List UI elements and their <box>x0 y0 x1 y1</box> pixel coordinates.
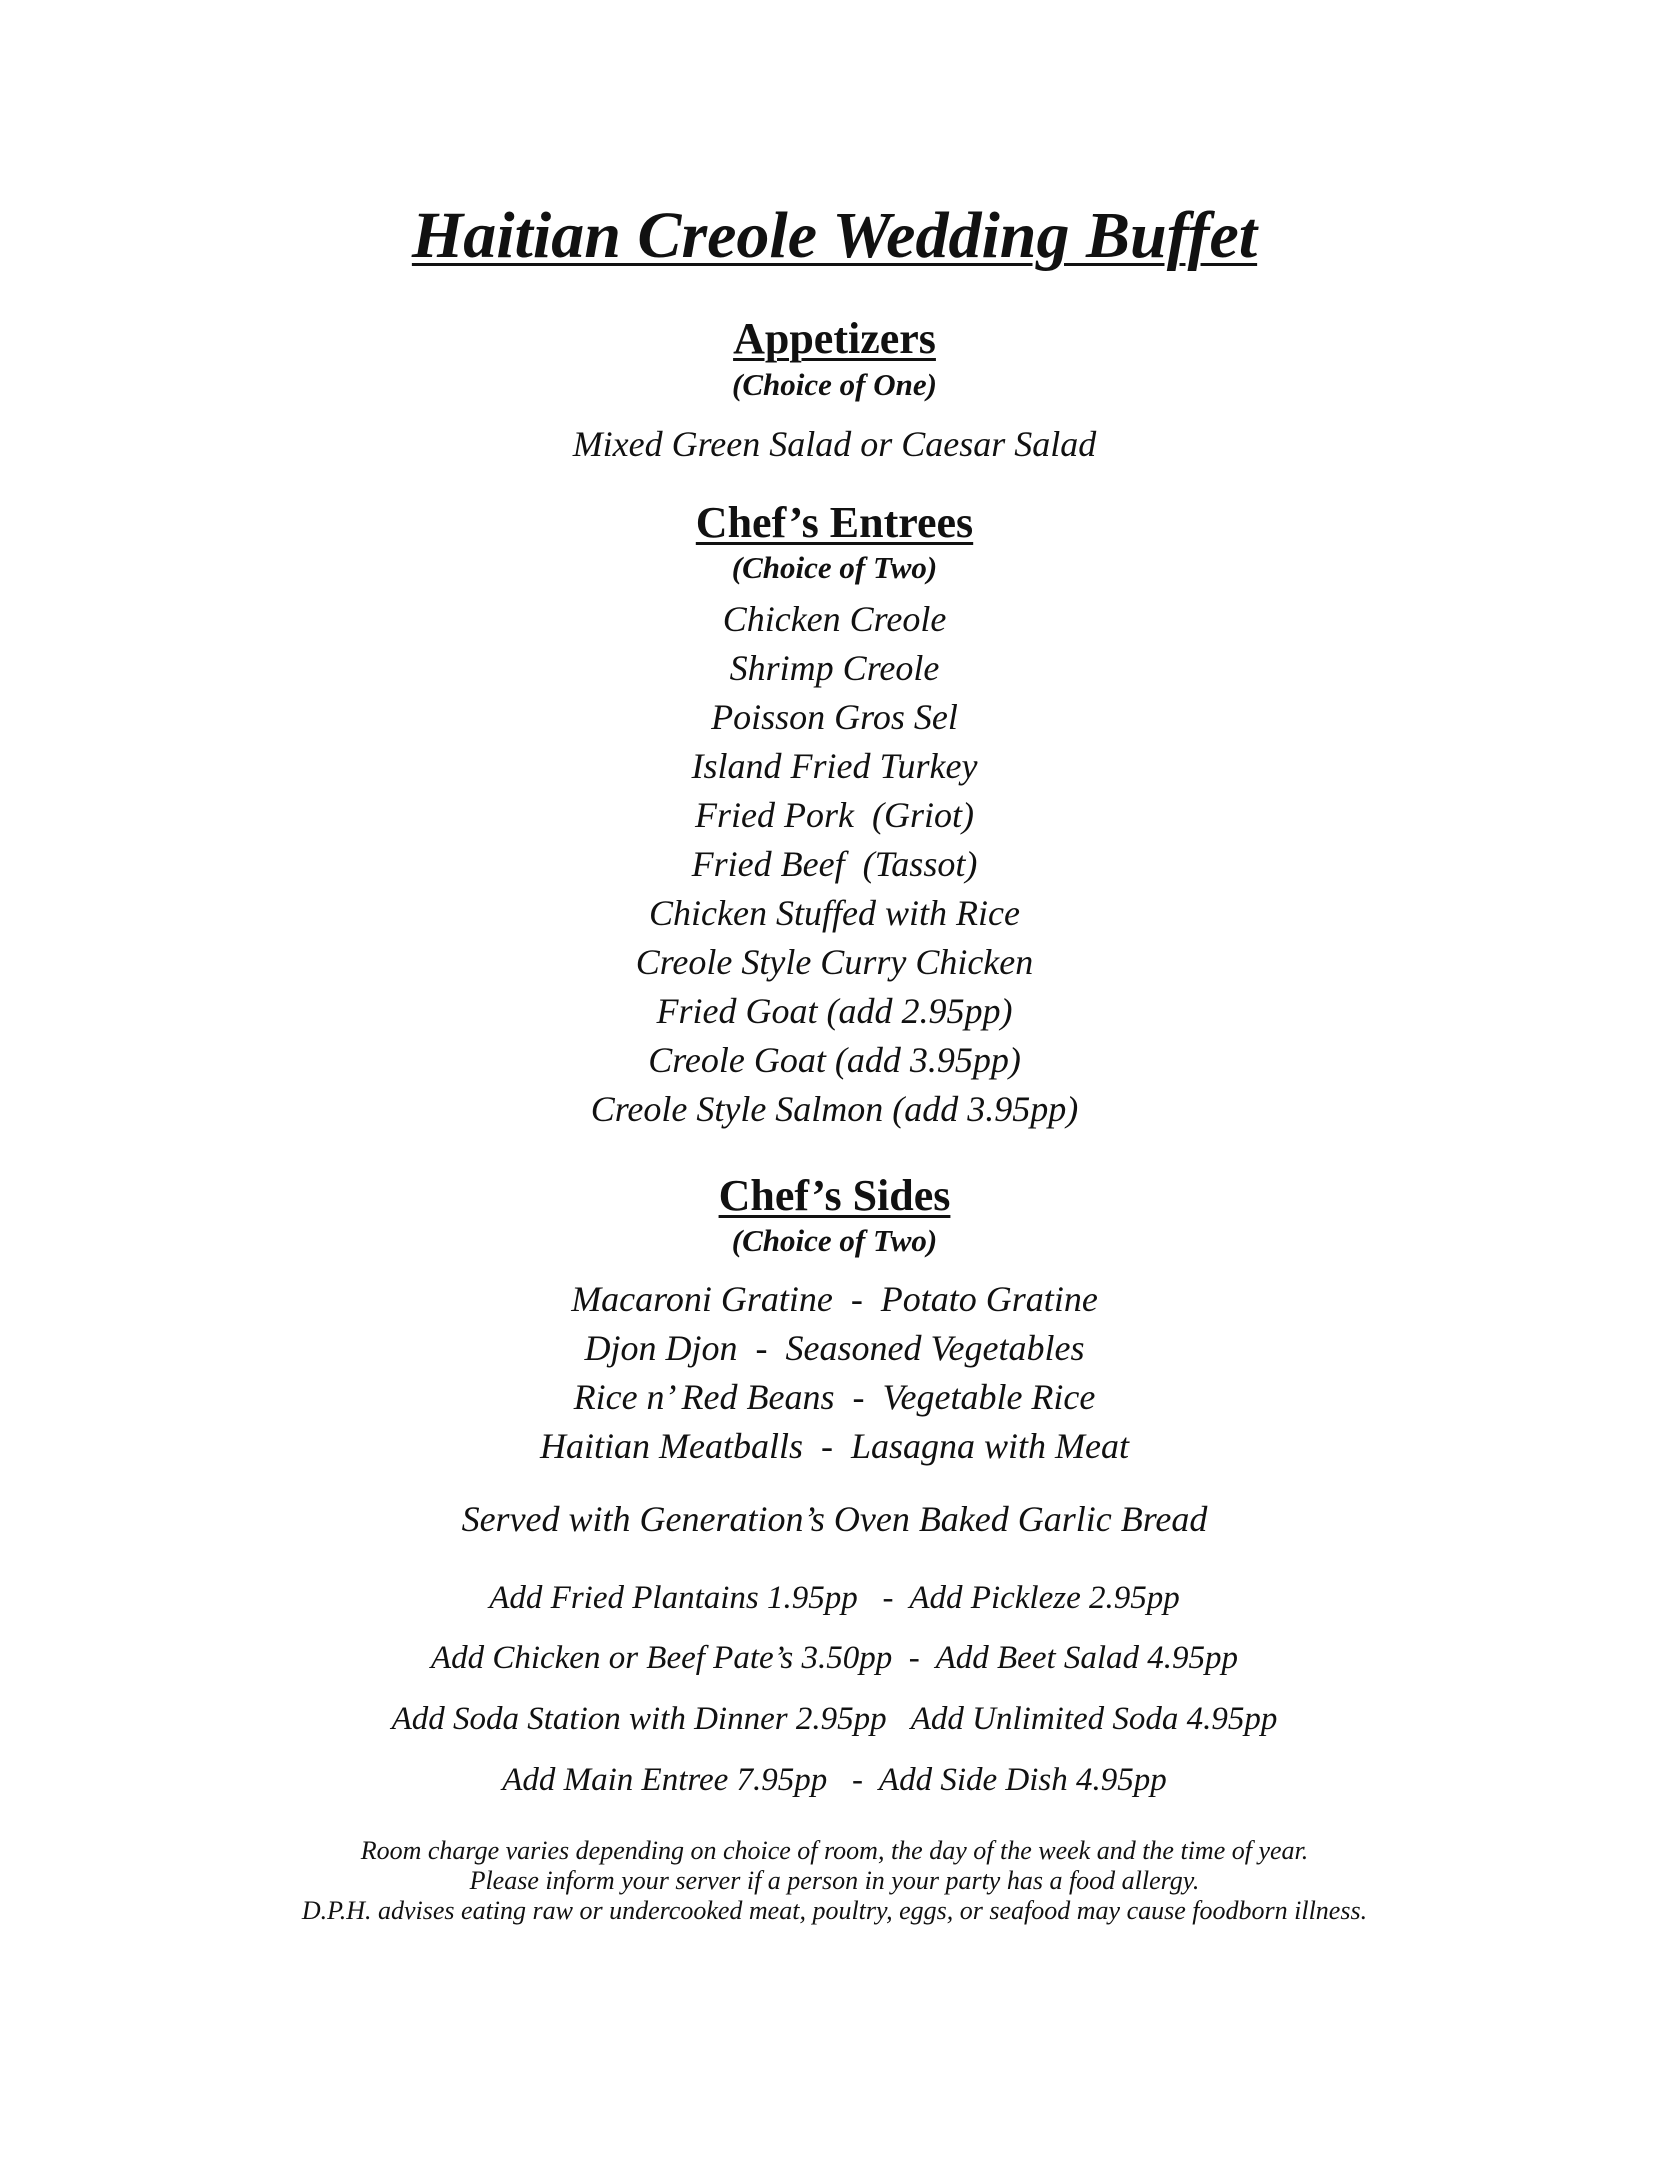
entree-item: Poisson Gros Sel <box>711 697 958 737</box>
side-item: Macaroni Gratine - Potato Gratine <box>571 1279 1098 1319</box>
food-safety-note: D.P.H. advises eating raw or undercooked meat, poultry, eggs, or seafood may cause foodborn illness. <box>301 1896 1368 1925</box>
side-item: Djon Djon - Seasoned Vegetables <box>584 1328 1085 1368</box>
appetizers-choice-note: (Choice of One) <box>732 367 937 402</box>
appetizers-heading: Appetizers <box>733 314 936 363</box>
entree-item: Fried Beef (Tassot) <box>691 844 978 884</box>
side-item: Rice n’ Red Beans - Vegetable Rice <box>573 1377 1096 1417</box>
page-title: Haitian Creole Wedding Buffet <box>411 199 1258 272</box>
sides-heading: Chef’s Sides <box>718 1171 951 1220</box>
entree-item: Fried Goat (add 2.95pp) <box>656 991 1013 1031</box>
entree-item: Shrimp Creole <box>729 648 940 688</box>
sides-list <box>0 1275 1669 1471</box>
addon-line: Add Main Entree 7.95pp - Add Side Dish 4.95pp <box>502 1762 1167 1798</box>
addon-line: Add Fried Plantains 1.95pp - Add Pickleze 2.95pp <box>489 1580 1180 1616</box>
appetizers-list <box>0 420 1669 469</box>
entree-item: Fried Pork (Griot) <box>695 795 974 835</box>
bread-note: Served with Generation’s Oven Baked Garlic Bread <box>461 1499 1208 1539</box>
entrees-list <box>0 595 1669 1134</box>
addon-line: Add Soda Station with Dinner 2.95pp Add Unlimited Soda 4.95pp <box>391 1701 1278 1737</box>
entree-item: Creole Style Salmon (add 3.95pp) <box>590 1089 1079 1129</box>
sides-choice-note: (Choice of Two) <box>731 1223 938 1258</box>
entree-item: Creole Goat (add 3.95pp) <box>648 1040 1021 1080</box>
addon-line: Add Chicken or Beef Pate’s 3.50pp - Add Beet Salad 4.95pp <box>430 1640 1239 1676</box>
entree-item: Creole Style Curry Chicken <box>635 942 1034 982</box>
entree-item: Chicken Stuffed with Rice <box>649 893 1020 933</box>
entrees-heading: Chef’s Entrees <box>695 498 974 547</box>
entree-item: Chicken Creole <box>722 599 947 639</box>
entrees-choice-note: (Choice of Two) <box>731 550 938 585</box>
appetizer-item: Mixed Green Salad or Caesar Salad <box>572 424 1097 464</box>
entree-item: Island Fried Turkey <box>691 746 978 786</box>
room-charge-note: Room charge varies depending on choice of room, the day of the week and the time of year. <box>360 1836 1309 1865</box>
allergy-note: Please inform your server if a person in your party has a food allergy. <box>469 1866 1200 1895</box>
side-item: Haitian Meatballs - Lasagna with Meat <box>540 1426 1129 1466</box>
